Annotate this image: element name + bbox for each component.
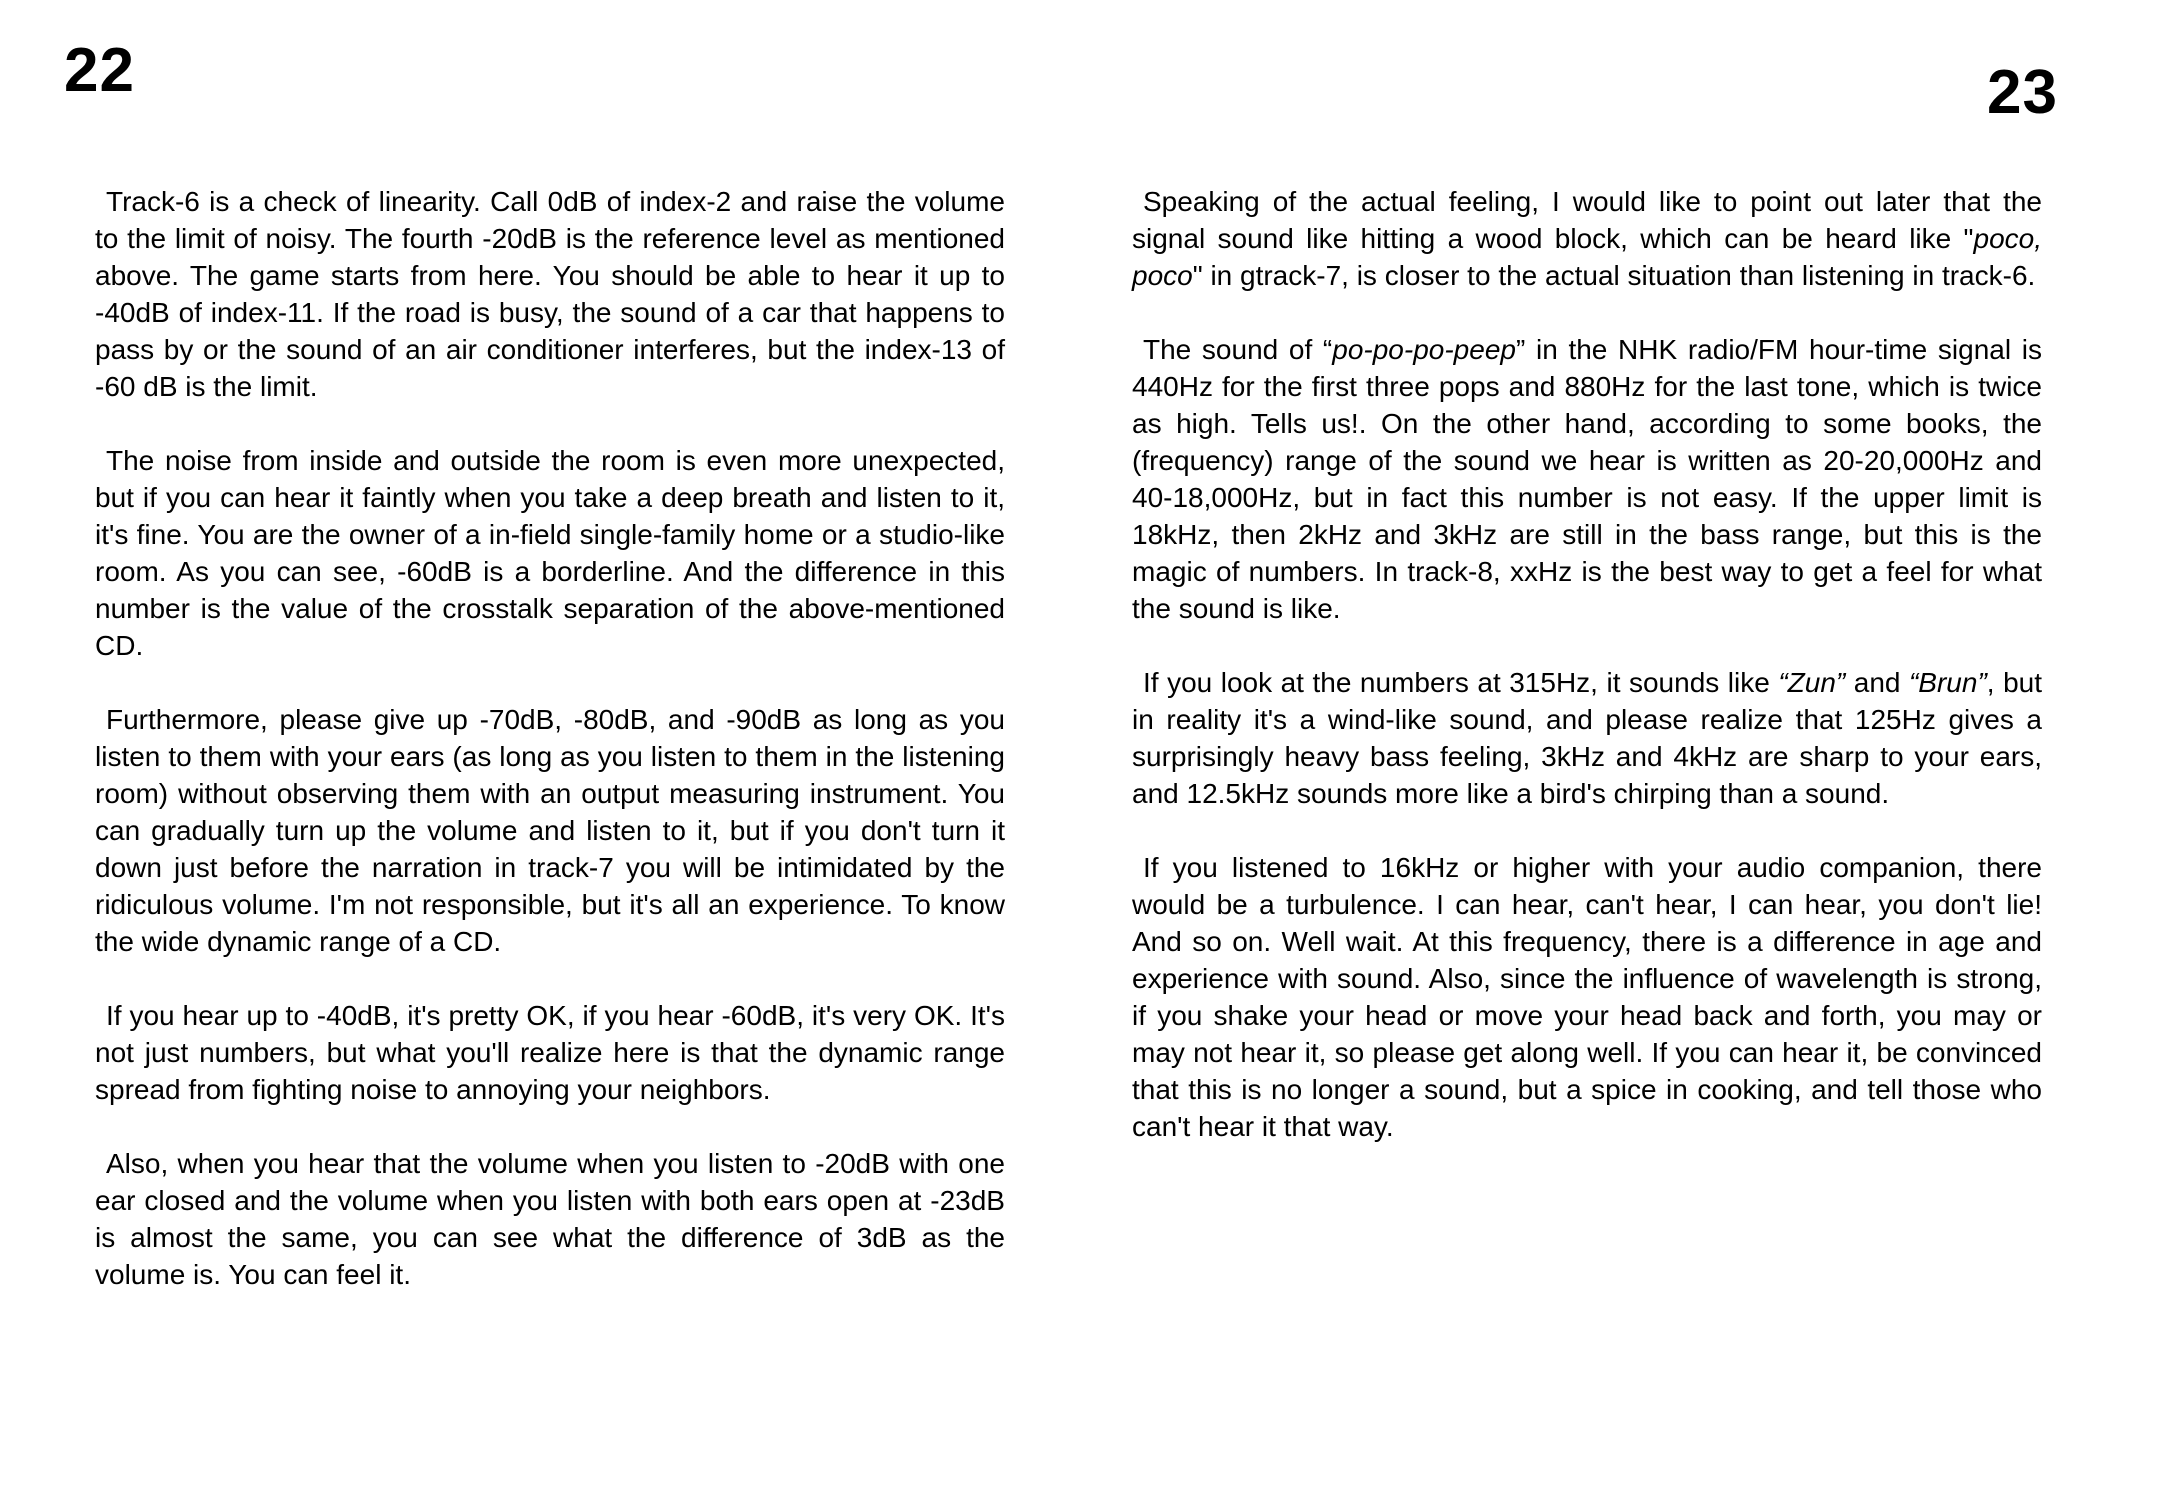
- text-run: If you hear up to -40dB, it's pretty OK, if you hear -60dB, it's very OK. It's not just numbers, but what you'll realize here is that the dynamic range spread from fighting noise to annoying your neighbors.: [95, 1000, 1005, 1105]
- text-run: , but in reality it's a wind-like sound, and please realize that 125Hz gives a surprisingly heavy bass feeling, 3kHz and 4kHz are sharp to your ears, and 12.5kHz sounds more like a bird's chirping than a sound.: [1132, 667, 2042, 809]
- text-run: Track-6 is a check of linearity. Call 0dB of index-2 and raise the volume to the limit of noisy. The fourth -20dB is the reference level as mentioned above. The game starts from here. You should be able to hear it up to -40dB of index-11. If the road is busy, the sound of a car that happens to pass by or the sound of an air conditioner interferes, but the index-13 of -60 dB is the limit.: [95, 186, 1005, 402]
- paragraph: [1132, 664, 2042, 812]
- left-page-text-column: [95, 183, 1005, 1330]
- text-run: If you look at the numbers at 315Hz, it sounds like: [1143, 667, 1779, 698]
- italic-text-run: po-po-po-peep: [1332, 334, 1516, 365]
- paragraph: [95, 997, 1005, 1108]
- page-number-right: 23: [1987, 58, 2058, 127]
- text-run: and: [1845, 667, 1909, 698]
- paragraph: [95, 442, 1005, 664]
- italic-text-run: poco, poco: [1132, 223, 2042, 291]
- paragraph: [1132, 331, 2042, 627]
- text-run: " in gtrack-7, is closer to the actual situation than listening in track-6.: [1192, 260, 2036, 291]
- text-run: The sound of “: [1143, 334, 1333, 365]
- text-run: If you listened to 16kHz or higher with your audio companion, there would be a turbulence. I can hear, can't hear, I can hear, you don't lie! And so on. Well wait. At this frequency, there is a difference in age and experience with sound. Also, since the influence of wavelength is strong, if you shake your head or move your head back and forth, you may or may not hear it, so please get along well. If you can hear it, be convinced that this is no longer a sound, but a spice in cooking, and tell those who can't hear it that way.: [1132, 852, 2042, 1142]
- right-page-text-column: [1132, 183, 2042, 1182]
- paragraph: [1132, 849, 2042, 1145]
- italic-text-run: “Brun”: [1908, 667, 1987, 698]
- paragraph: [95, 701, 1005, 960]
- text-run: Also, when you hear that the volume when you listen to -20dB with one ear closed and the volume when you listen with both ears open at -23dB is almost the same, you can see what the difference of 3dB as the volume is. You can feel it.: [95, 1148, 1005, 1290]
- paragraph: [95, 183, 1005, 405]
- text-run: Speaking of the actual feeling, I would like to point out later that the signal sound like hitting a wood block, which can be heard like ": [1132, 186, 2042, 254]
- text-run: The noise from inside and outside the room is even more unexpected, but if you can hear it faintly when you take a deep breath and listen to it, it's fine. You are the owner of a in-field single-family home or a studio-like room. As you can see, -60dB is a borderline. And the difference in this number is the value of the crosstalk separation of the above-mentioned CD.: [95, 445, 1005, 661]
- paragraph: [1132, 183, 2042, 294]
- text-run: Furthermore, please give up -70dB, -80dB, and -90dB as long as you listen to them with your ears (as long as you listen to them in the listening room) without observing them with an output measuring instrument. You can gradually turn up the volume and listen to it, but if you don't turn it down just before the narration in track-7 you will be intimidated by the ridiculous volume. I'm not responsible, but it's all an experience. To know the wide dynamic range of a CD.: [95, 704, 1005, 957]
- page-number-left: 22: [64, 36, 135, 105]
- paragraph: [95, 1145, 1005, 1293]
- italic-text-run: “Zun”: [1778, 667, 1846, 698]
- text-run: ” in the NHK radio/FM hour-time signal is 440Hz for the first three pops and 880Hz for the last tone, which is twice as high. Tells us!. On the other hand, according to some books, the (frequency) range of the sound we hear is written as 20-20,000Hz and 40-18,000Hz, but in fact this number is not easy. If the upper limit is 18kHz, then 2kHz and 3kHz are still in the bass range, but this is the magic of numbers. In track-8, xxHz is the best way to get a feel for what the sound is like.: [1132, 334, 2042, 624]
